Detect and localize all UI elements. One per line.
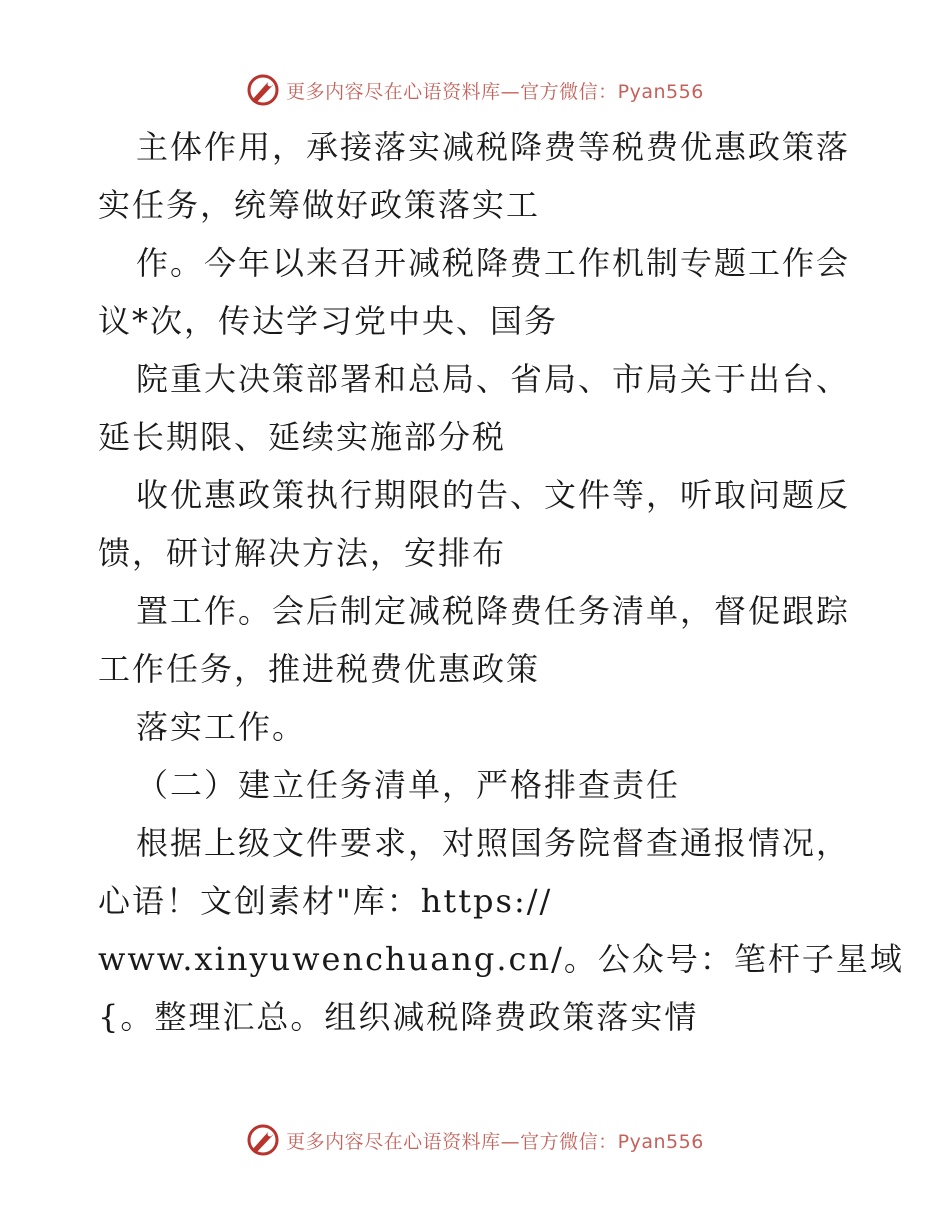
watermark-text: 更多内容尽在心语资料库—官方微信：Pyan556 — [286, 80, 704, 103]
text-line: www.xinyuwenchuang.cn/。公众号：笔杆子星域 — [98, 940, 904, 978]
text-line: 馈，研讨解决方法，安排布 — [98, 534, 507, 572]
pen-nib-logo-icon — [246, 73, 280, 107]
text-line: {。整理汇总。组织减税降费政策落实情 — [98, 998, 699, 1036]
text-line: 工作任务，推进税费优惠政策 — [98, 650, 541, 688]
text-line: 置工作。会后制定减税降费任务清单，督促跟踪 — [136, 592, 851, 630]
section-heading: （二）建立任务清单，严格排查责任 — [136, 766, 681, 804]
header-watermark-banner — [0, 70, 950, 110]
text-line: 院重大决策部署和总局、省局、市局关于出台、 — [136, 360, 851, 398]
watermark-text: 更多内容尽在心语资料库—官方微信：Pyan556 — [286, 1130, 704, 1153]
pen-nib-logo-icon — [246, 1123, 280, 1157]
text-line: 收优惠政策执行期限的告、文件等，听取问题反 — [136, 476, 851, 514]
document-body — [98, 118, 904, 1046]
text-line: 议*次，传达学习党中央、国务 — [98, 302, 559, 340]
text-line: 心语！文创素材"库：https:// — [98, 882, 553, 920]
text-line: 主体作用，承接落实减税降费等税费优惠政策落 — [136, 128, 851, 166]
text-line: 作。今年以来召开减税降费工作机制专题工作会 — [136, 244, 851, 282]
text-line: 实任务，统筹做好政策落实工 — [98, 186, 541, 224]
text-line: 根据上级文件要求，对照国务院督查通报情况， — [136, 824, 851, 862]
footer-watermark-banner — [0, 1120, 950, 1160]
text-line: 延长期限、延续实施部分税 — [98, 418, 507, 456]
text-line: 落实工作。 — [136, 708, 307, 746]
